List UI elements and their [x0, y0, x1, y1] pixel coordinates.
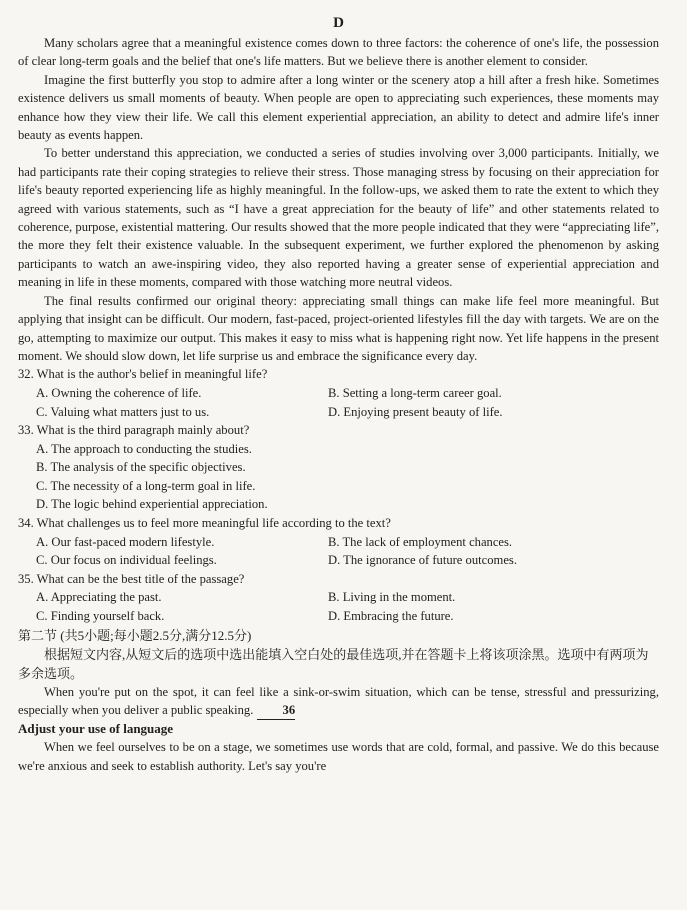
question-stem: 35. What can be the best title of the passage? — [18, 571, 245, 586]
option-b[interactable]: B. Living in the moment. — [328, 590, 456, 605]
option-b[interactable]: B. The lack of employment chances. — [328, 534, 513, 549]
paragraph-text: When you're put on the spot, it can feel like a sink-or-swim situation, which can be tense, stressful and pressurizing, especially when you deliver a public speaking. — [18, 684, 659, 718]
question-34 — [18, 514, 659, 570]
section-2-paragraph-1 — [18, 683, 659, 721]
paragraph-3: To better understand this appreciation, we conducted a series of studies involving over 3,000 participants. Initially, we had participants rate their coping strategies to relieve their stress. Those managing stress by focusing on their appreciation for life's beauty reported experiencing life as highly meaningful. In the follow-ups, we asked them to rate the extent to which they agreed with various statements, such as “I have a great appreciation for the beauty of life” and other statements related to coherence, purpose, existential mattering. Our results showed that the more people indicated that they were “appreciating life”, the more they felt their existence valuable. In the subsequent experiment, we further explored the phenomenon by asking participants to watch an awe-inspiring video, they also reported having a greater sense of experiential appreciation and meaning in life in these moments, compared with those watching more neutral videos. — [18, 146, 659, 290]
question-stem: 34. What challenges us to feel more meaningful life according to the text? — [18, 516, 391, 531]
option-a[interactable]: A. The approach to conducting the studies. — [36, 441, 252, 456]
paragraph-4: The final results confirmed our original theory: appreciating small things can make life feel more meaningful. But applying that insight can be difficult. Our modern, fast-paced, project-oriented lifestyles fill the day with targets. We are on the go, attempting to maximize our output. This makes it easy to miss what is happening right now. Yet life happens in the present moment. We should slow down, let life surprise us and embrace the significance every day. — [18, 293, 659, 363]
option-d[interactable]: D. Embracing the future. — [328, 609, 454, 624]
option-c[interactable]: C. The necessity of a long-term goal in life. — [36, 478, 256, 493]
option-d[interactable]: D. The logic behind experiential appreciation. — [36, 497, 268, 512]
question-32 — [18, 365, 659, 421]
option-c[interactable]: C. Valuing what matters just to us. — [36, 404, 210, 419]
option-b[interactable]: B. Setting a long-term career goal. — [328, 385, 502, 400]
section-2-paragraph-2: When we feel ourselves to be on a stage, we sometimes use words that are cold, formal, and passive. We do this because we're anxious and seek to establish authority. Let's say you're — [18, 740, 659, 773]
section-2-title: 第二节 (共5小题;每小题2.5分,满分12.5分) — [18, 627, 252, 643]
option-c[interactable]: C. Finding yourself back. — [36, 609, 165, 624]
question-stem: 32. What is the author's belief in meaningful life? — [18, 367, 268, 382]
option-d[interactable]: D. Enjoying present beauty of life. — [328, 404, 503, 419]
blank-36[interactable]: 36 — [257, 701, 296, 720]
question-stem: 33. What is the third paragraph mainly about? — [18, 423, 250, 438]
option-b[interactable]: B. The analysis of the specific objectives. — [36, 460, 246, 475]
section-2-subheading: Adjust your use of language — [18, 721, 174, 737]
option-a[interactable]: A. Owning the coherence of life. — [36, 385, 202, 400]
option-d[interactable]: D. The ignorance of future outcomes. — [328, 553, 517, 568]
option-a[interactable]: A. Appreciating the past. — [36, 590, 162, 605]
section-2-instruction: 根据短文内容,从短文后的选项中选出能填入空白处的最佳选项,并在答题卡上将该项涂黑。选项中有两项为多余选项。 — [18, 646, 649, 681]
paragraph-1: Many scholars agree that a meaningful existence comes down to three factors: the coherence of one's life, the possession of clear long-term goals and the belief that one's life matters. But we believe there is another element to consider. — [18, 36, 659, 69]
question-35 — [18, 570, 659, 626]
question-33 — [18, 421, 659, 514]
passage-heading: D — [333, 15, 344, 31]
option-a[interactable]: A. Our fast-paced modern lifestyle. — [36, 534, 215, 549]
paragraph-2: Imagine the first butterfly you stop to admire after a long winter or the scenery atop a hill after a fresh hike. Sometimes existence delivers us small moments of beauty. When people are open to appreciating such experiences, these moments may enhance how they view their life. We call this element experiential appreciation, an ability to detect and admire life's inner beauty as events happen. — [18, 72, 659, 143]
option-c[interactable]: C. Our focus on individual feelings. — [36, 553, 217, 568]
